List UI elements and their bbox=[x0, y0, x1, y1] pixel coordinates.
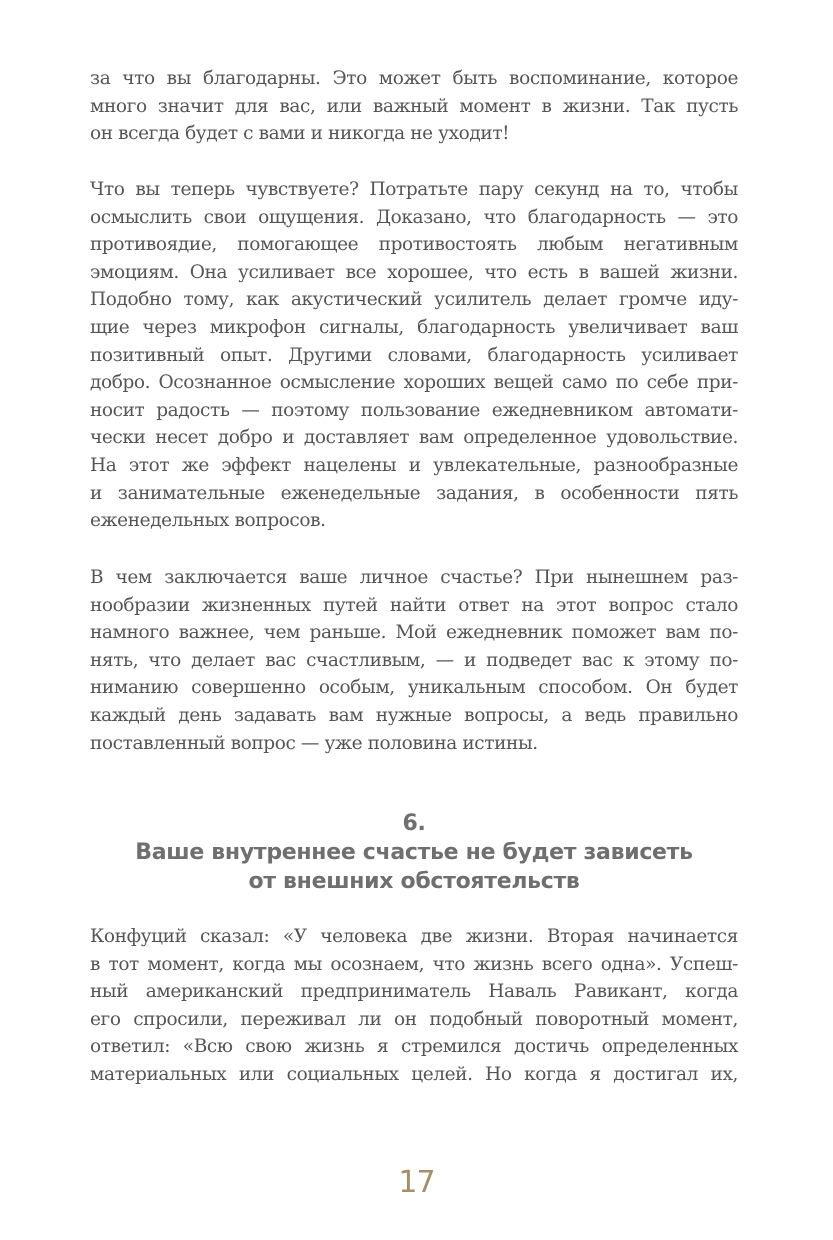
text-line: Подобно тому, как акустический усилитель делает громче иду- bbox=[90, 289, 738, 311]
text-line: ответил: «Всю свою жизнь я стремился достичь определенных bbox=[90, 1036, 738, 1058]
text-line: материальных или социальных целей. Но когда я достигал их, bbox=[90, 1063, 738, 1085]
text-line: много значит для вас, или важный момент в жизни. Так пусть bbox=[90, 95, 738, 117]
text-line: в тот момент, когда мы осознаем, что жизнь всего одна». Успеш- bbox=[90, 953, 738, 975]
text-line: и занимательные еженедельные задания, в особенности пять bbox=[90, 482, 738, 504]
section-number: 6. bbox=[402, 811, 426, 836]
text-line: ниманию совершенно особым, уникальным способом. Он будет bbox=[90, 677, 738, 699]
page-number: 17 bbox=[398, 1165, 435, 1200]
text-line: за что вы благодарны. Это может быть воспоминание, которое bbox=[90, 68, 738, 89]
text-line: осмыслить свои ощущения. Доказано, что благодарность — это bbox=[90, 206, 738, 228]
paragraph-gratitude-end bbox=[90, 65, 738, 148]
text-line: На этот же эффект нацелены и увлекательные, разнообразные bbox=[90, 454, 738, 476]
section-title-line-1: Ваше внутреннее счастье не будет зависеть bbox=[135, 840, 693, 865]
text-line: щие через микрофон сигналы, благодарность увеличивает ваш bbox=[90, 316, 738, 338]
paragraph-personal-happiness bbox=[90, 564, 738, 757]
text-line: нообразии жизненных путей найти ответ на этот вопрос стало bbox=[90, 594, 738, 616]
text-line: Что вы теперь чувствуете? Потратьте пару секунд на то, чтобы bbox=[90, 179, 738, 200]
text-line: противоядие, помогающее противостоять любым негативным bbox=[90, 234, 738, 256]
text-line: позитивный опыт. Другими словами, благодарность усиливает bbox=[90, 344, 738, 366]
text-line: эмоциям. Она усиливает все хорошее, что есть в вашей жизни. bbox=[90, 261, 738, 283]
text-line: он всегда будет с вами и никогда не уходит! bbox=[90, 123, 510, 145]
text-line: намного важнее, чем раньше. Мой ежедневник поможет вам по- bbox=[90, 622, 738, 644]
paragraph-feelings bbox=[90, 176, 738, 535]
section-title-line-2: от внешних обстоятельств bbox=[248, 869, 580, 894]
text-line: В чем заключается ваше личное счастье? При нынешнем раз- bbox=[90, 567, 738, 588]
text-line: добро. Осознанное осмысление хороших вещей само по себе при- bbox=[90, 372, 738, 394]
text-line: ный американский предприниматель Наваль Равикант, когда bbox=[90, 981, 738, 1003]
text-line: каждый день задавать вам нужные вопросы, а ведь правильно bbox=[90, 704, 738, 726]
paragraph-confucius bbox=[90, 923, 738, 1089]
text-line: чески несет добро и доставляет вам определенное удовольствие. bbox=[90, 427, 738, 449]
text-line: носит радость — поэтому пользование ежедневником автомати- bbox=[90, 399, 738, 421]
text-line: Конфуций сказал: «У человека две жизни. Вторая начинается bbox=[90, 926, 738, 947]
section-heading bbox=[90, 809, 738, 896]
text-line: еженедельных вопросов. bbox=[90, 510, 326, 532]
text-line: нять, что делает вас счастливым, — и подведет вас к этому по- bbox=[90, 649, 738, 671]
text-line: его спросили, переживал ли он подобный поворотный момент, bbox=[90, 1008, 738, 1030]
text-line: поставленный вопрос — уже половина истины. bbox=[90, 732, 538, 754]
